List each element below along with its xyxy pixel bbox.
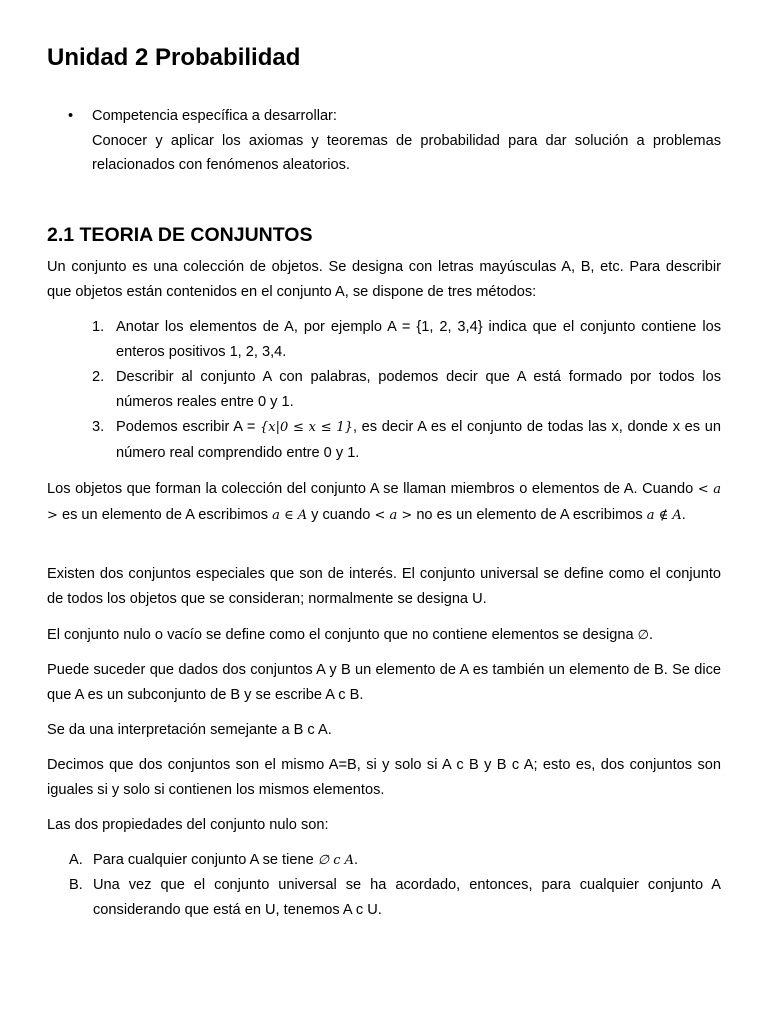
math-non-membership: a ∉ A <box>646 507 682 523</box>
intro-paragraph: Un conjunto es una colección de objetos. Se designa con letras mayúsculas A, B, etc. Para describir que objetos están contenidos en el conjunto A, se dispone de tres métodos: <box>47 259 721 300</box>
miembros-paragraph <box>47 477 721 528</box>
iguales-paragraph: Decimos que dos conjuntos son el mismo A=B, si y solo si A c B y B c A; esto es, dos conjuntos son iguales si y solo si contienen los mismos elementos. <box>47 757 721 798</box>
universal-paragraph: Existen dos conjuntos especiales que son de interés. El conjunto universal se define como el conjunto de todos los objetos que se consideran; normalmente se designa U. <box>47 566 721 607</box>
text-run: y cuando <box>307 506 375 523</box>
math-subset: ∅ c A <box>317 853 355 868</box>
text-run: no es un elemento de A escribimos <box>412 506 647 523</box>
text-run: . <box>681 506 686 523</box>
text-run: El conjunto nulo o vacío se define como el conjunto que no contiene elementos se designa <box>47 627 638 643</box>
propiedades-intro: Las dos propiedades del conjunto nulo son: <box>47 817 329 833</box>
text-run: . <box>354 852 359 868</box>
text-run: Para cualquier conjunto A se tiene <box>93 852 318 868</box>
list-item-text: Una vez que el conjunto universal se ha acordado, entonces, para cualquier conjunto A considerando que está en U, tenemos A c U. <box>93 877 721 918</box>
list-marker: 1. <box>92 319 105 335</box>
list-marker: 3. <box>92 419 105 435</box>
subconjunto-paragraph: Puede suceder que dados dos conjuntos A y B un elemento de A es también un elemento de B. Se dice que A es un subconjunto de B y se escribe A c B. <box>47 662 721 703</box>
competencia-description: Conocer y aplicar los axiomas y teoremas de probabilidad para dar solución a problemas relacionados con fenómenos aleatorios. <box>92 132 721 173</box>
list-item-text <box>93 848 721 874</box>
list-marker: A. <box>69 852 83 868</box>
empty-set-symbol: ∅ <box>637 628 649 643</box>
page-title: Unidad 2 Probabilidad <box>47 44 301 71</box>
math-element: < a > <box>374 507 413 523</box>
list-item-text <box>116 415 721 465</box>
list-marker: B. <box>69 877 83 893</box>
text-run: Podemos escribir A = <box>116 419 261 435</box>
list-item-text: Describir al conjunto A con palabras, podemos decir que A está formado por todos los números reales entre 0 y 1. <box>116 369 721 410</box>
list-marker: 2. <box>92 369 105 385</box>
nulo-paragraph <box>47 623 721 649</box>
text-run: . <box>648 627 654 643</box>
text-run: es un elemento de A escribimos <box>57 506 273 523</box>
list-item-text: Anotar los elementos de A, por ejemplo A = {1, 2, 3,4} indica que el conjunto contiene los enteros positivos 1, 2, 3,4. <box>116 319 721 360</box>
bullet-icon: • <box>68 108 74 124</box>
section-heading: 2.1 TEORIA DE CONJUNTOS <box>47 224 313 246</box>
competencia-text-block <box>92 104 721 178</box>
interpretacion-paragraph: Se da una interpretación semejante a B c A. <box>47 722 332 738</box>
text-run: Los objetos que forman la colección del conjunto A se llaman miembros o elementos de A. Cuando <box>47 481 698 497</box>
math-set-notation: {x|0 ≤ x ≤ 1} <box>260 420 353 435</box>
math-membership: a ∈ A <box>272 507 308 523</box>
competencia-label: Competencia específica a desarrollar: <box>92 108 337 124</box>
text-run: , es decir A es el conjunto de todas las x, donde x es un número real comprendido entre 0 y 1. <box>116 419 721 461</box>
math-element: < a > <box>47 482 721 523</box>
